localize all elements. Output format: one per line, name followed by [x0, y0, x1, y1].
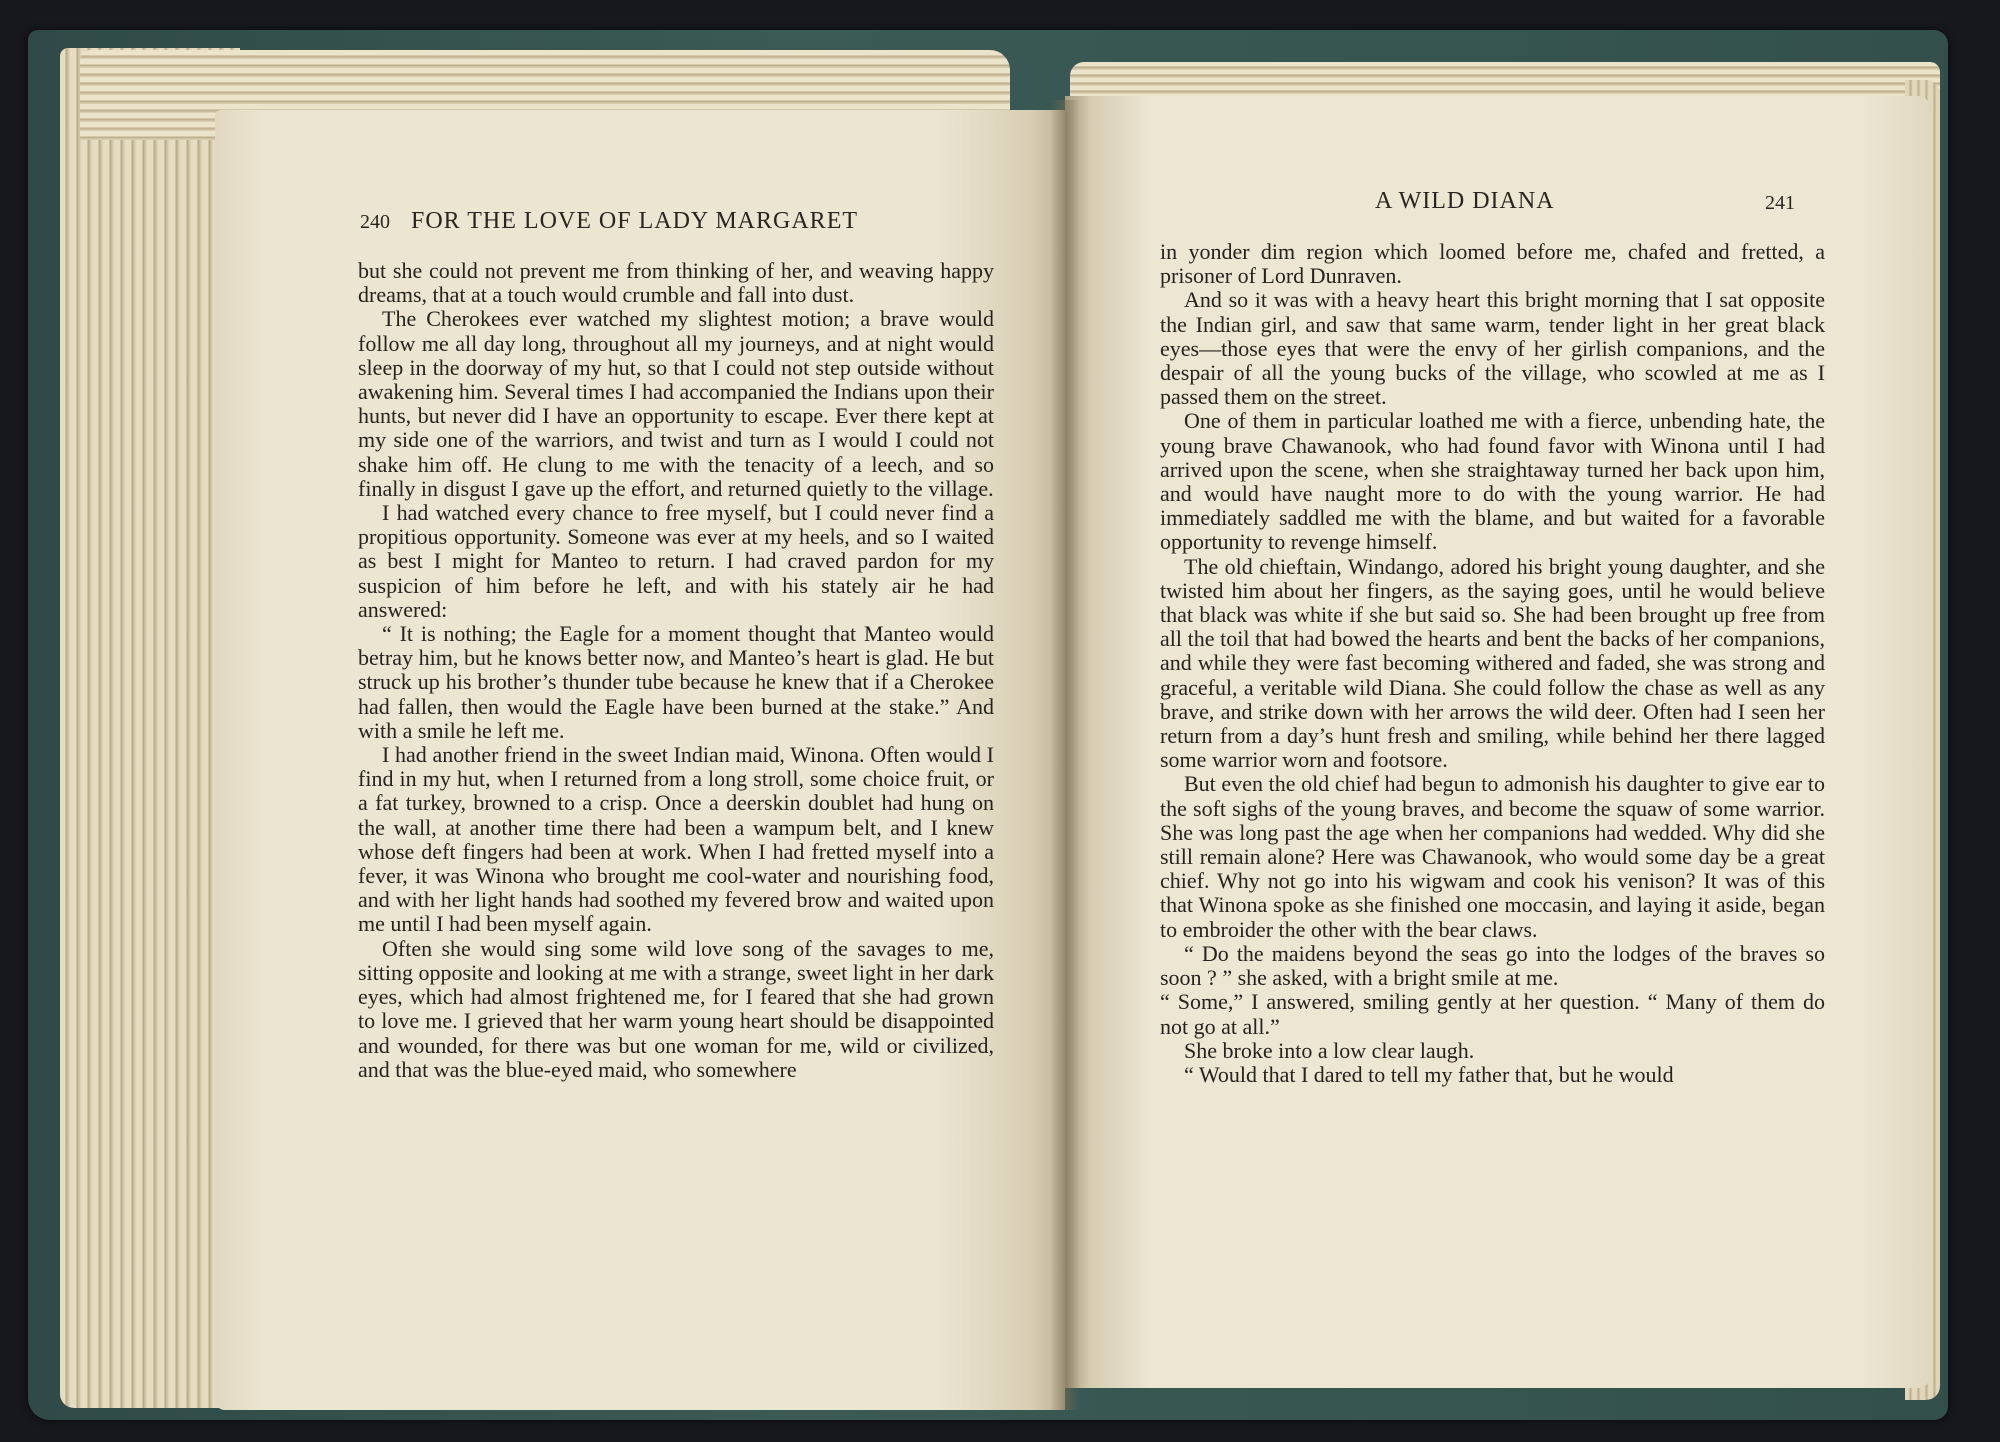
paragraph: But even the old chief had begun to admonish his daughter to give ear to the soft sighs of the young braves, and become the squaw of some warrior. She was long past the age when her companions had wedded. Why did she still remain alone? Here was Chawanook, who would some day be a great chief. Why not go into his wigwam and cook his venison? It was of this that Winona spoke as she finished one moccasin, and laying it aside, began to embroider the other with the bear claws. — [1160, 771, 1825, 942]
paragraph: “ Do the maidens beyond the seas go into the lodges of the braves so soon ? ” she asked, with a bright smile at me. — [1160, 940, 1825, 991]
paragraph: She broke into a low clear laugh. — [1184, 1037, 1475, 1063]
paragraph: The Cherokees ever watched my slightest motion; a brave would follow me all day long, throughout all my journeys, and at night would sleep in the doorway of my hut, so that I could not step outside without awakening him. Several times I had accompanied the Indians upon their hunts, but never did I have an opportunity to escape. Ever there kept at my side one of the warriors, and twist and turn as I would I could not shake him off. He clung to me with the tenacity of a leech, and so finally in disgust I gave up the effort, and returned quietly to the village. — [358, 306, 994, 501]
right-running-title: A WILD DIANA — [1375, 188, 1555, 214]
paragraph: “ Would that I dared to tell my father that, but he would — [1184, 1061, 1674, 1087]
paragraph: but she could not prevent me from thinking of her, and weaving happy dreams, that at a touch would crumble and fall into dust. — [358, 258, 994, 308]
paragraph: One of them in particular loathed me with a fierce, unbending hate, the young brave Chawanook, who had found favor with Winona until I had arrived upon the scene, when she straightaway turned her back upon him, and would have naught more to do with the young warrior. He had immediately saddled me with the blame, and but waited for a favorable opportunity to revenge himself. — [1160, 408, 1825, 555]
paragraph: I had watched every chance to free myself, but I could never find a propitious opportunity. Someone was ever at my heels, and so I waited as best I might for Manteo to return. I had craved pardon for my suspicion of him before he left, and with his stately air he had answered: — [358, 500, 994, 622]
paragraph: Often she would sing some wild love song of the savages to me, sitting opposite and looking at me with a strange, sweet light in her dark eyes, which had almost frightened me, for I feared that she had grown to love me. I grieved that her warm young heart should be disappointed and wounded, for there was but one woman for me, wild or civilized, and that was the blue-eyed maid, who somewhere — [358, 935, 994, 1082]
paragraph: And so it was with a heavy heart this bright morning that I sat opposite the Indian girl, and saw that same warm, tender light in her great black eyes—those eyes that were the envy of her girlish companions, and the despair of all the young bucks of the village, who scowled at me as I passed them on the street. — [1160, 287, 1825, 410]
left-page-text — [358, 259, 994, 1082]
right-page-number: 241 — [1765, 192, 1795, 214]
left-running-title: FOR THE LOVE OF LADY MARGARET — [411, 208, 859, 234]
paragraph: “ It is nothing; the Eagle for a moment thought that Manteo would betray him, but he knows better now, and Manteo’s heart is glad. He but struck up his brother’s thunder tube because he knew that if a Cherokee had fallen, then would the Eagle have been burned at the stake.” And with a smile he left me. — [358, 621, 994, 743]
paragraph: I had another friend in the sweet Indian maid, Winona. Often would I find in my hut, when I returned from a long stroll, some choice fruit, or a fat turkey, browned to a crisp. Once a deerskin doublet had hung on the wall, at another time there had been a wampum belt, and I knew whose deft fingers had been at work. When I had fretted myself into a fever, it was Winona who brought me cool-water and nourishing food, and with her light hands had soothed my fevered brow and waited upon me until I had been myself again. — [358, 742, 994, 937]
page-edges-left — [60, 48, 240, 1408]
book-gutter — [1050, 100, 1080, 1410]
left-running-head — [360, 208, 858, 235]
right-page-text — [1160, 240, 1825, 1087]
paragraph: in yonder dim region which loomed before me, chafed and fretted, a prisoner of Lord Dunraven. — [1160, 239, 1825, 289]
paragraph: “ Some,” I answered, smiling gently at her question. “ Many of them do not go at all.” — [1160, 989, 1825, 1039]
left-page-number: 240 — [360, 211, 390, 233]
paragraph: The old chieftain, Windango, adored his bright young daughter, and she twisted him about her fingers, as the saying goes, until he would believe that black was white if she but said so. She had been brought up free from all the toil that had bowed the hearts and bent the backs of her companions, and while they were fast becoming withered and faded, she was strong and graceful, a veritable wild Diana. She could follow the chase as well as any brave, and strike down with her arrows the wild deer. Often had I seen her return from a day’s hunt fresh and smiling, while behind her there lagged some warrior worn and footsore. — [1160, 553, 1825, 773]
